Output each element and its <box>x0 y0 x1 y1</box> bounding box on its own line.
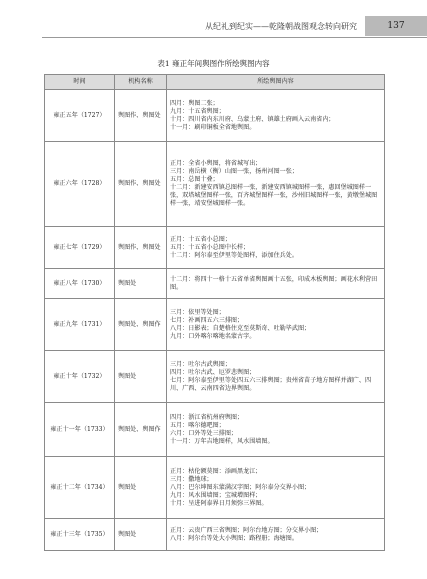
cell-time: 雍正六年（1728） <box>45 142 115 227</box>
cell-org: 舆图处、舆图作 <box>115 299 167 351</box>
content-line: 四月：舆图二张； <box>170 99 219 107</box>
cell-content <box>167 403 385 457</box>
content-line: 五月：喀尔德吧图； <box>170 421 225 429</box>
content-line: 三月：撒地球； <box>170 475 213 483</box>
cell-time: 雍正十二年（1734） <box>45 457 115 519</box>
table-row <box>45 227 385 269</box>
table-row <box>45 90 385 142</box>
content-line: 四月：浙江省杭州府舆图； <box>170 413 244 421</box>
table-header-row <box>45 75 385 90</box>
cell-time: 雍正十年（1732） <box>45 351 115 403</box>
column-header-org: 机构名称 <box>115 75 167 90</box>
cell-time: 雍正五年（1727） <box>45 90 115 142</box>
table-row <box>45 351 385 403</box>
content-line: 九月：风水围墙图；宝城增图样； <box>170 491 262 499</box>
content-line: 九月：十五省舆图； <box>170 107 225 115</box>
content-line: 五月：十五省小总图中长样； <box>170 243 250 251</box>
content-line: 十一月：万年吉地图样，风水围墙图。 <box>170 437 274 445</box>
cell-content <box>167 457 385 519</box>
content-line: 八月：巴尔坤图东蒙满汉字图；阿尔泰分交界小图； <box>170 483 311 491</box>
table-row <box>45 142 385 227</box>
cell-time: 雍正十一年（1733） <box>45 403 115 457</box>
table-row <box>45 457 385 519</box>
content-line: 八月：日影表；自楚格住克至莫斯奇、吐勒毕武图； <box>170 324 311 332</box>
cell-org: 舆图作、舆图处 <box>115 142 167 227</box>
table-row <box>45 403 385 457</box>
cell-org: 舆图作、舆图处 <box>115 90 167 142</box>
content-line: 正月：十五省小总图； <box>170 235 231 243</box>
cell-content <box>167 142 385 227</box>
cell-org: 舆图处 <box>115 519 167 551</box>
data-table <box>44 74 385 551</box>
content-line: 三月：吐尔古武舆图； <box>170 360 231 368</box>
table-row <box>45 299 385 351</box>
cell-content <box>167 351 385 403</box>
cell-content <box>167 90 385 142</box>
table-row <box>45 269 385 299</box>
content-line: 正月：枯伦额莫图：添画黑龙江； <box>170 467 262 475</box>
content-line: 五月：总图十叠； <box>170 176 219 183</box>
cell-content <box>167 299 385 351</box>
content-line: 七月：补画四五六三排图； <box>170 316 244 324</box>
content-line: 三月：依里等处图； <box>170 308 225 316</box>
cell-time: 雍正九年（1731） <box>45 299 115 351</box>
page-number: 137 <box>365 16 427 36</box>
column-header-time: 时间 <box>45 75 115 90</box>
content-line: 七月：阿尔泰至伊里等处四五六三排舆图；贵州省苗子地方图样并湖广、四川、广西、云南四省边界舆图。 <box>170 376 372 392</box>
cell-content <box>167 519 385 551</box>
cell-content <box>167 269 385 299</box>
content-line: 十二月：阿尔泰至伊里等处图样，添加住兵处。 <box>170 251 298 259</box>
table-caption: 表1 雍正年间舆图作所绘舆图内容 <box>157 59 270 68</box>
content-line: 十月：四川省内东川府、乌蒙土府、镇雄土府画入云南省内； <box>170 115 335 123</box>
cell-content <box>167 227 385 269</box>
header-divider <box>42 37 427 38</box>
content-line: 三月：南岳横（衡）山图一张，扬州河图一张； <box>170 168 298 175</box>
cell-time: 雍正十三年（1735） <box>45 519 115 551</box>
page-header <box>0 0 427 36</box>
cell-org: 舆图处、舆图作 <box>115 403 167 457</box>
cell-org: 舆图处 <box>115 457 167 519</box>
content-line: 十月：呈进阿泰界日月须弥三界图。 <box>170 499 268 507</box>
cell-time: 雍正七年（1729） <box>45 227 115 269</box>
content-line: 正月：全省小舆图，将省城写出； <box>170 160 262 167</box>
column-header-content: 所绘舆图内容 <box>167 75 385 90</box>
content-line: 四月：吐尔古武、厄罗悲舆图； <box>170 368 256 376</box>
running-header-title: 从纪礼到纪实——乾隆朝战图观念转向研究 <box>205 22 357 31</box>
content-line: 十二月：新建安西镇总图样一张，新建安西镇城图样一张，惠回堡城图样一张，双塔城堡图样一张，百齐城堡图样一张，沙州旧城图样一张，黄墩堡城图样一张，靖安堡城图样一张。 <box>170 184 378 207</box>
cell-org: 舆图处 <box>115 269 167 299</box>
content-line: 正月：云贵广西三省舆图；阿尔台地方图；分交界小图； <box>170 526 323 534</box>
content-line: 十二月：将四十一格十五省单省舆图画十五张，印成木板舆图；画花水利营田图。 <box>170 275 378 291</box>
content-line: 六月：口外等处三排图； <box>170 429 238 437</box>
cell-org: 舆图处 <box>115 351 167 403</box>
content-line: 九月：口外喀尔喀地名蒙古字。 <box>170 332 256 340</box>
table-row <box>45 519 385 551</box>
cell-time: 雍正八年（1730） <box>45 269 115 299</box>
content-line: 八月：阿尔台等处大小舆图；路程册；海塘图。 <box>170 534 298 542</box>
content-line: 十一月：刷印铜板全省地舆图。 <box>170 123 256 131</box>
cell-org: 舆图作、舆图处 <box>115 227 167 269</box>
